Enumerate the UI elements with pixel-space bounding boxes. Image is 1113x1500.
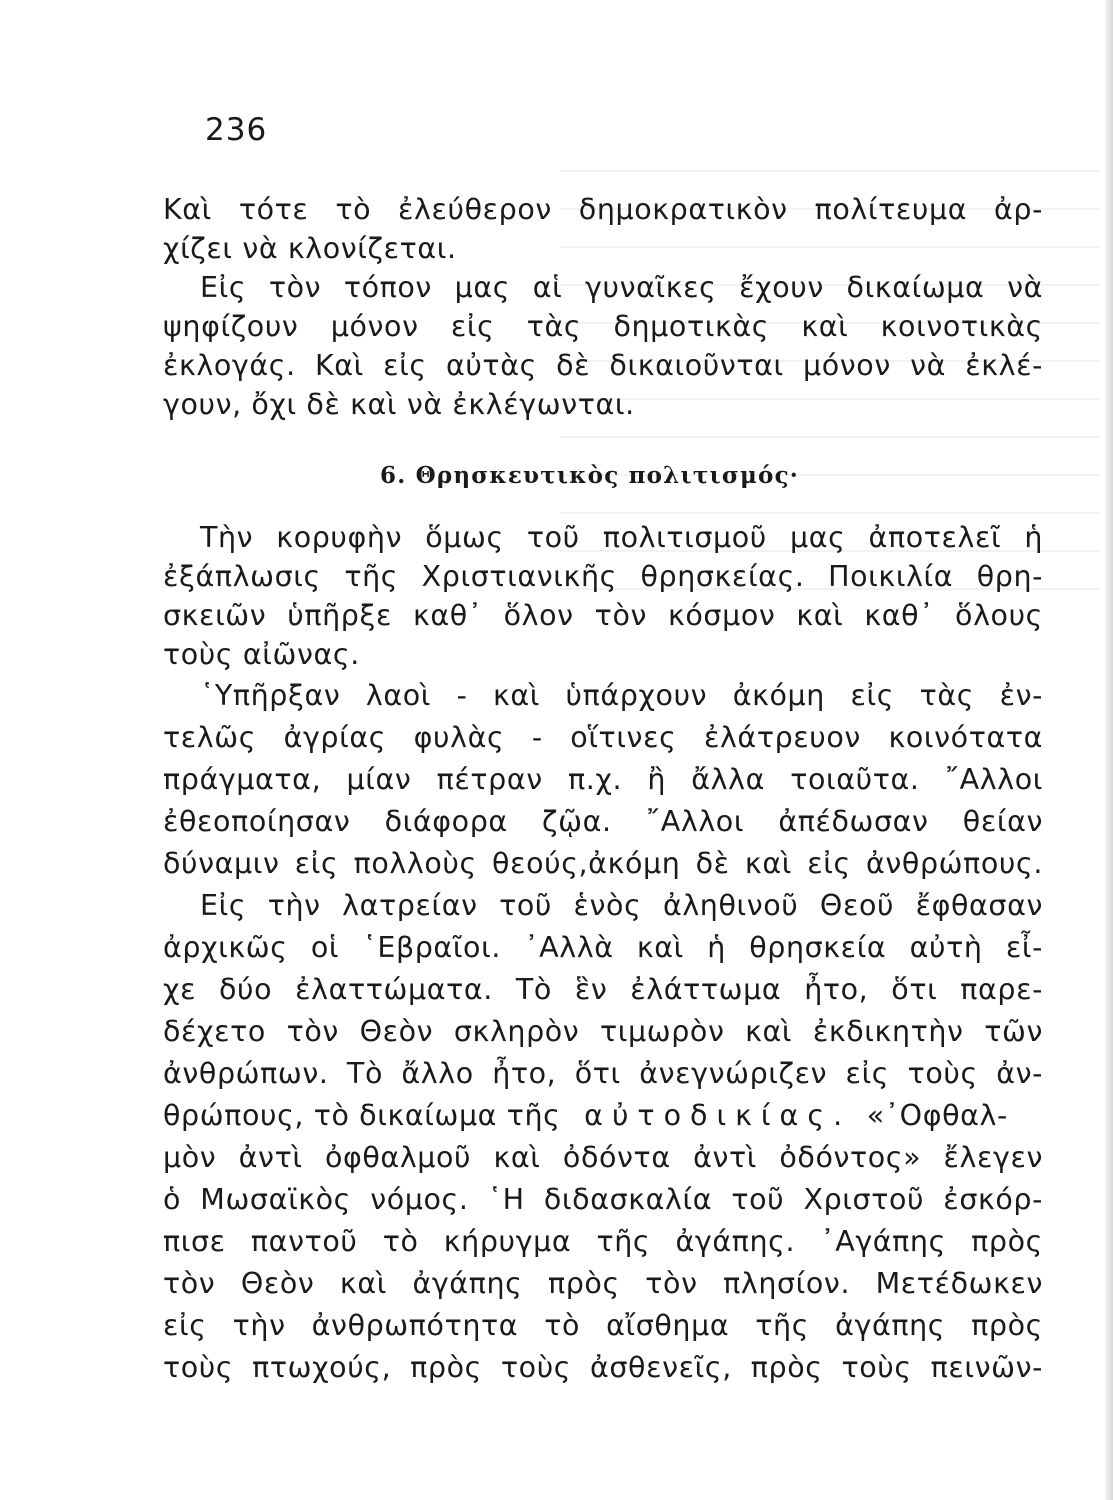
text-line: σκειῶν ὑπῆρξε καθ᾿ ὅλον τὸν κόσμον καὶ καθ᾿ ὅλους — [163, 599, 1043, 632]
page-number: 236 — [205, 112, 268, 148]
text-line: τοὺς αἰῶνας. — [163, 638, 360, 671]
text-line: ῾Υπῆρξαν λαοὶ - καὶ ὑπάρχουν ἀκόμη εἰς τὰς ἐν- — [200, 679, 1043, 712]
text-line: ἐθεοποίησαν διάφορα ζῷα. ῎Αλλοι ἀπέδωσαν θείαν — [163, 805, 1043, 838]
text-line: εἰς τὴν ἀνθρωπότητα τὸ αἴσθημα τῆς ἀγάπης πρὸς — [163, 1309, 1043, 1342]
text-line: τελῶς ἀγρίας φυλὰς - οἵτινες ἐλάτρευον κοινότατα — [163, 721, 1043, 754]
text-line: Εἰς τὴν λατρείαν τοῦ ἑνὸς ἀληθινοῦ Θεοῦ ἔφθασαν — [200, 889, 1043, 922]
text-line: Καὶ τότε τὸ ἐλεύθερον δημοκρατικὸν πολίτευμα ἀρ- — [163, 193, 1043, 226]
text-line: τὸν Θεὸν καὶ ἀγάπης πρὸς τὸν πλησίον. Μετέδωκεν — [163, 1267, 1043, 1300]
text-line: πράγματα, μίαν πέτραν π.χ. ἢ ἄλλα τοιαῦτα. ῎Αλλοι — [163, 763, 1043, 796]
text-line: χε δύο ἐλαττώματα. Τὸ ἓν ἐλάττωμα ἦτο, ὅτι παρε- — [163, 973, 1043, 1006]
section-heading: 6. Θρησκευτικὸς πολιτισμός· — [380, 462, 799, 489]
text-line: πισε παντοῦ τὸ κήρυγμα τῆς ἀγάπης. ᾿Αγάπης πρὸς — [163, 1225, 1043, 1258]
text-line: τοὺς πτωχούς, πρὸς τοὺς ἀσθενεῖς, πρὸς τοὺς πεινῶν- — [163, 1351, 1043, 1384]
text-line: δέχετο τὸν Θεὸν σκληρὸν τιμωρὸν καὶ ἐκδικητὴν τῶν — [163, 1015, 1043, 1048]
text-fragment: θρώπους, τὸ δικαίωμα τῆς — [163, 1099, 561, 1132]
page-edge-shadow — [1105, 0, 1113, 1500]
text-line: ὁ Μωσαϊκὸς νόμος. ῾Η διδασκαλία τοῦ Χριστοῦ ἐσκόρ- — [163, 1183, 1043, 1216]
text-line: ἀνθρώπων. Τὸ ἄλλο ἦτο, ὅτι ἀνεγνώριζεν εἰς τοὺς ἀν- — [163, 1057, 1043, 1090]
emphasized-word: αὐτοδικίας. — [584, 1099, 852, 1132]
text-fragment: «᾿Οφθαλ- — [866, 1099, 1008, 1132]
text-line: χίζει νὰ κλονίζεται. — [163, 232, 457, 265]
text-line: Τὴν κορυφὴν ὅμως τοῦ πολιτισμοῦ μας ἀποτελεῖ ἡ — [200, 521, 1043, 554]
text-line: ἀρχικῶς οἱ ῾Εβραῖοι. ᾿Αλλὰ καὶ ἡ θρησκεία αὐτὴ εἶ- — [163, 931, 1043, 964]
text-line: Εἰς τὸν τόπον μας αἱ γυναῖκες ἔχουν δικαίωμα νὰ — [200, 271, 1043, 304]
text-line: ἐκλογάς. Καὶ εἰς αὐτὰς δὲ δικαιοῦνται μόνον νὰ ἐκλέ- — [163, 349, 1043, 382]
text-line: ψηφίζουν μόνον εἰς τὰς δημοτικὰς καὶ κοινοτικὰς — [163, 310, 1043, 343]
text-line — [163, 1096, 1008, 1136]
text-line: ἐξάπλωσις τῆς Χριστιανικῆς θρησκείας. Ποικιλία θρη- — [163, 560, 1043, 593]
text-line: μὸν ἀντὶ ὀφθαλμοῦ καὶ ὀδόντα ἀντὶ ὀδόντος» ἔλεγεν — [163, 1141, 1043, 1174]
text-line: γουν, ὄχι δὲ καὶ νὰ ἐκλέγωνται. — [163, 388, 635, 421]
text-line: δύναμιν εἰς πολλοὺς θεούς,ἀκόμη δὲ καὶ εἰς ἀνθρώπους. — [163, 847, 1043, 880]
